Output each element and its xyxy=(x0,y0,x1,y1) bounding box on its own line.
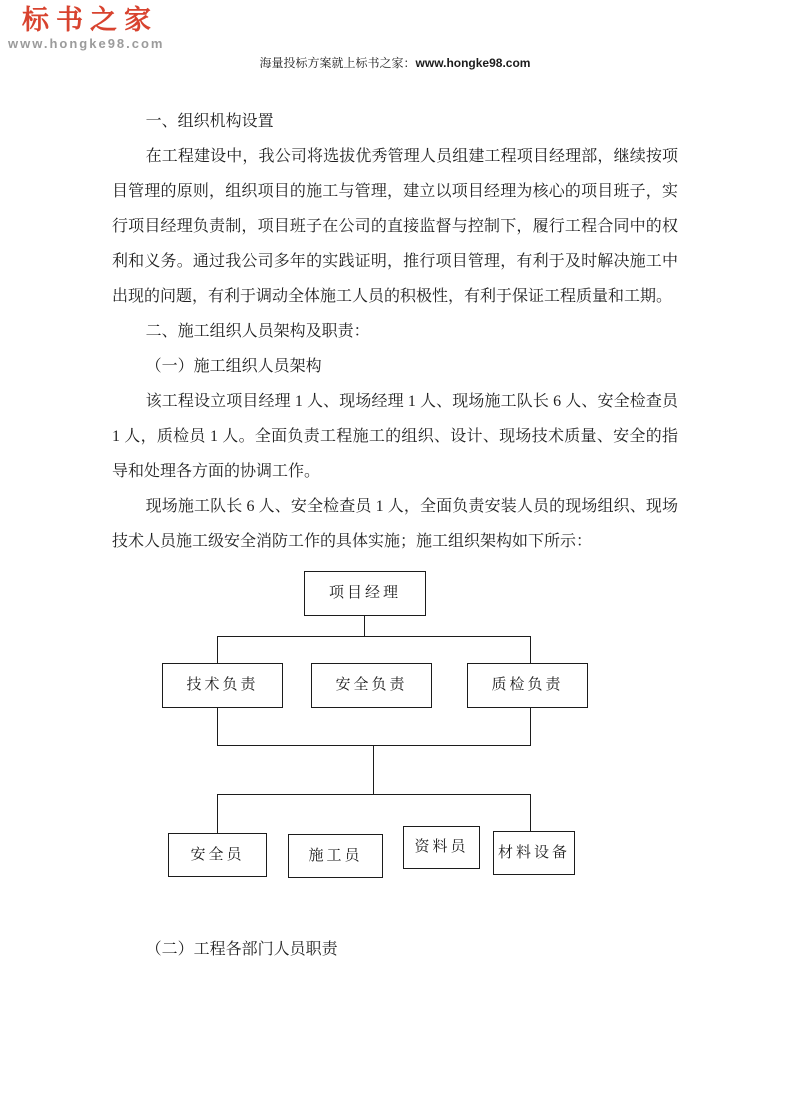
connector-line xyxy=(217,794,531,795)
section-heading-2: 二、施工组织人员架构及职责： xyxy=(145,323,370,340)
paragraph-1: 在工程建设中，我公司将选拔优秀管理人员组建工程项目经理部，继续按项目管理的原则，组织项目的施工与管理，建立以项目经理为核心的项目班子，实行项目经理负责制，项目班子在公司的直接监督与控制下，履行工程合同中的权利和义务。通过我公司多年的实践证明，推行项目管理，有利于及时解决施工中出现的问题，有利于调动全体施工人员的积极性，有利于保证工程质量和工期。 xyxy=(112,148,678,305)
connector-line xyxy=(217,708,218,745)
section-heading-3: （一）施工组织人员架构 xyxy=(145,358,322,375)
brand-logo: 标书之家 xyxy=(22,5,158,35)
paragraph-2: 该工程设立项目经理 1 人、现场经理 1 人、现场施工队长 6 人、安全检查员 1 人，质检员 1 人。全面负责工程施工的组织、设计、现场技术质量、安全的指导和处理各方面的协调工作。 xyxy=(112,393,678,480)
section-heading-1: 一、组织机构设置 xyxy=(145,113,274,130)
connector-line xyxy=(530,636,531,663)
paragraph-3: 现场施工队长 6 人、安全检查员 1 人，全面负责安装人员的现场组织、现场技术人员施工级安全消防工作的具体实施；施工组织架构如下所示： xyxy=(112,498,678,550)
org-node-safety-officer: 安全员 xyxy=(168,833,267,877)
org-node-quality-lead: 质检负责 xyxy=(467,663,588,708)
connector-line xyxy=(530,794,531,831)
org-node-construction-officer: 施工员 xyxy=(288,834,383,878)
section-heading-4: （二）工程各部门人员职责 xyxy=(145,941,338,958)
connector-line xyxy=(530,708,531,745)
connector-line xyxy=(364,616,365,636)
connector-line xyxy=(217,794,218,833)
org-node-documentation-officer: 资料员 xyxy=(403,826,480,869)
brand-watermark xyxy=(8,5,165,51)
org-node-safety-lead: 安全负责 xyxy=(311,663,432,708)
org-node-technical-lead: 技术负责 xyxy=(162,663,283,708)
header-site-url: www.hongke98.com xyxy=(415,56,531,70)
page-header xyxy=(0,55,790,71)
brand-site-url: www.hongke98.com xyxy=(8,36,165,51)
org-node-project-manager: 项目经理 xyxy=(304,571,426,616)
header-slogan: 海量投标方案就上标书之家： xyxy=(259,56,416,70)
org-chart xyxy=(112,571,678,878)
connector-line xyxy=(217,745,531,746)
connector-line xyxy=(217,636,218,663)
connector-line xyxy=(373,745,374,794)
document-body xyxy=(112,104,678,967)
org-node-materials-equipment: 材料设备 xyxy=(493,831,575,875)
connector-line xyxy=(217,636,531,637)
